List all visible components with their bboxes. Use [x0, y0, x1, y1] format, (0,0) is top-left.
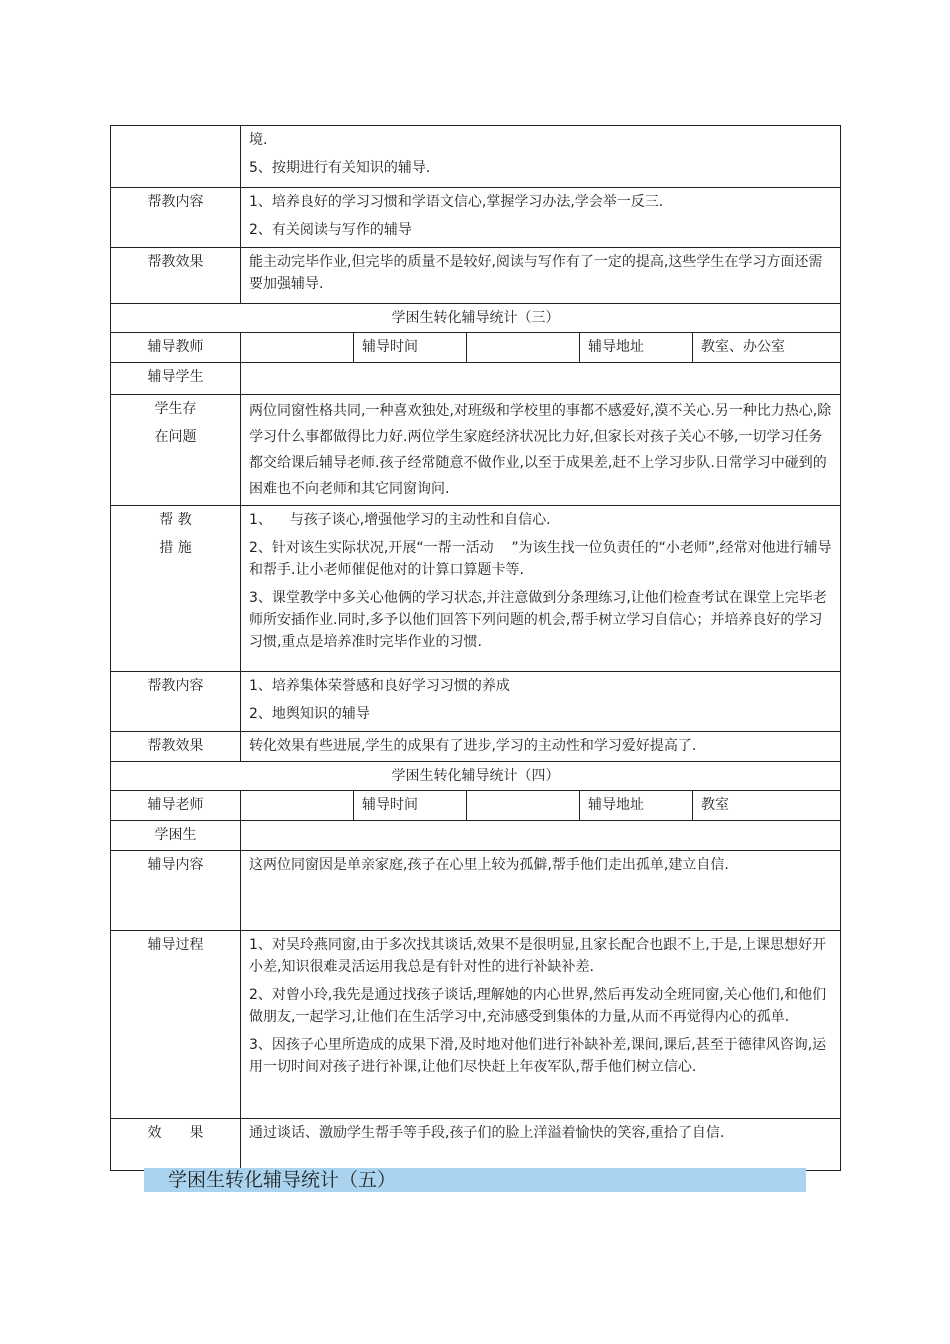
s3-title: 学困生转化辅导统计（三） — [111, 304, 841, 333]
s4-effect-label: 效 果 — [111, 1119, 241, 1171]
s2-effect-label: 帮教效果 — [111, 248, 241, 304]
tutoring-record-table — [110, 125, 841, 1171]
s3-time-value — [467, 333, 580, 363]
s4-process-2: 2、对曾小玲,我先是通过找孩子谈话,理解她的内心世界,然后再发动全班同窗,关心他们,和他们做朋友,一起学习,让他们在生活学习中,充沛感受到集体的力量,从而不再觉得内心的孤单. — [249, 987, 827, 1025]
s3-content-line-2: 2、地舆知识的辅导 — [249, 706, 370, 722]
s4-student-value — [241, 821, 841, 851]
s4-title: 学困生转化辅导统计（四） — [111, 762, 841, 791]
s4-time-value — [467, 791, 580, 821]
s3-problem-label — [111, 395, 241, 506]
s3-measure-cell — [241, 506, 841, 672]
s4-time-label: 辅导时间 — [354, 791, 467, 821]
s3-student-label: 辅导学生 — [111, 363, 241, 395]
s4-process-cell — [241, 931, 841, 1119]
s3-problem-label-line-1: 学生存 — [154, 401, 197, 417]
s3-measure-1: 1、 与孩子谈心,增强他学习的主动性和自信心. — [249, 512, 551, 528]
continued-text-cell — [241, 126, 841, 188]
s4-teacher-value — [241, 791, 354, 821]
s3-measure-2: 2、针对该生实际状况,开展“一帮一活动 ”为该生找一位负责任的“小老师”,经常对他进行辅导和帮手.让小老师催促他对的计算口算题卡等. — [249, 540, 832, 578]
s3-content-cell — [241, 672, 841, 732]
s3-measure-label-line-1: 帮 教 — [159, 512, 192, 528]
s4-process-1: 1、对吴玲燕同窗,由于多次找其谈话,效果不是很明显,且家长配合也跟不上,于是,上课思想好开小差,知识很难灵活运用我总是有针对性的进行补缺补差. — [249, 937, 827, 975]
s3-measure-3: 3、课堂教学中多关心他俩的学习状态,并注意做到分条理练习,让他们检查考试在课堂上完毕老师所安插作业.同时,多予以他们回答下列问题的机会,帮手树立学习自信心；并培养良好的学习习惯,重点是培养准时完毕作业的习惯. — [249, 590, 827, 650]
s3-effect-label: 帮教效果 — [111, 732, 241, 762]
s2-effect-text: 能主动完毕作业,但完毕的质量不是较好,阅读与写作有了一定的提高,这些学生在学习方面还需要加强辅导. — [241, 248, 841, 304]
s4-teacher-label: 辅导老师 — [111, 791, 241, 821]
s3-problem-text: 两位同窗性格共同,一种喜欢独处,对班级和学校里的事都不感爱好,漠不关心.另一种比力热心,除学习什么事都做得比力好.两位学生家庭经济状况比力好,但家长对孩子关心不够,一切学习任务都交给课后辅导老师.孩子经常随意不做作业,以至于成果差,赶不上学习步队.日常学习中碰到的困难也不向老师和其它同窗询问. — [241, 395, 841, 506]
s4-process-label: 辅导过程 — [111, 931, 241, 1119]
s3-effect-text: 转化效果有些进展,学生的成果有了进步,学习的主动性和学习爱好提高了. — [241, 732, 841, 762]
s3-teacher-value — [241, 333, 354, 363]
continued-line-2: 5、按期进行有关知识的辅导. — [249, 160, 431, 176]
s3-place-label: 辅导地址 — [580, 333, 693, 363]
s3-place-value: 教室、办公室 — [693, 333, 841, 363]
s3-content-label: 帮教内容 — [111, 672, 241, 732]
s3-student-value — [241, 363, 841, 395]
s2-content-cell — [241, 188, 841, 248]
s4-content-label: 辅导内容 — [111, 851, 241, 931]
continued-label-cell — [111, 126, 241, 188]
s2-content-line-2: 2、有关阅读与写作的辅导 — [249, 222, 412, 238]
s2-content-label: 帮教内容 — [111, 188, 241, 248]
s3-problem-label-line-2: 在问题 — [154, 429, 197, 445]
next-section-title: 学困生转化辅导统计（五） — [144, 1168, 806, 1192]
s3-measure-label — [111, 506, 241, 672]
s4-place-value: 教室 — [693, 791, 841, 821]
s2-content-line-1: 1、培养良好的学习习惯和学语文信心,掌握学习办法,学会举一反三. — [249, 194, 664, 210]
s3-content-line-1: 1、培养集体荣誉感和良好学习习惯的养成 — [249, 678, 510, 694]
s3-measure-label-line-2: 措 施 — [159, 540, 192, 556]
s4-effect-text: 通过谈话、激励学生帮手等手段,孩子们的脸上洋溢着愉快的笑容,重拾了自信. — [241, 1119, 841, 1171]
s4-content-text: 这两位同窗因是单亲家庭,孩子在心里上较为孤僻,帮手他们走出孤单,建立自信. — [241, 851, 841, 931]
s3-teacher-label: 辅导教师 — [111, 333, 241, 363]
s4-process-3: 3、因孩子心里所造成的成果下滑,及时地对他们进行补缺补差,课间,课后,甚至于德律风咨询,运用一切时间对孩子进行补课,让他们尽快赶上年夜军队,帮手他们树立信心. — [249, 1037, 827, 1075]
s4-place-label: 辅导地址 — [580, 791, 693, 821]
s3-time-label: 辅导时间 — [354, 333, 467, 363]
s4-student-label: 学困生 — [111, 821, 241, 851]
continued-line-1: 境. — [249, 132, 268, 148]
